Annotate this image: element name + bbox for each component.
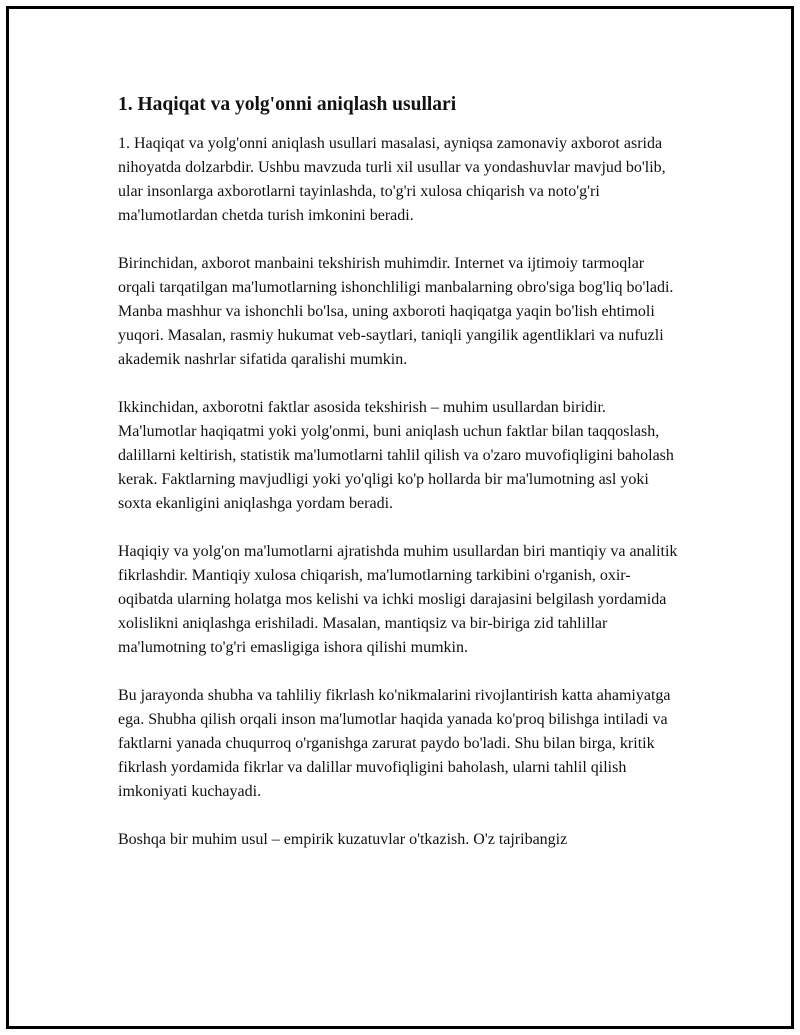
paragraph: 1. Haqiqat va yolg'onni aniqlash usullari masalasi, ayniqsa zamonaviy axborot asrida nihoyatda dolzarbdir. Ushbu mavzuda turli xil usullar va yondashuvlar mavjud bo'lib, ular insonlarga axborotlarni tayinlashda, to'g'ri xulosa chiqarish va noto'g'ri ma'lumotlardan chetda turish imkonini beradi. bbox=[118, 135, 666, 224]
paragraph: Ikkinchidan, axborotni faktlar asosida tekshirish – muhim usullardan biridir. Ma'lumotlar haqiqatmi yoki yolg'onmi, buni aniqlash uchun faktlar bilan taqqoslash, dalillarni keltirish, statistik ma'lumotlarni tahlil qilish va o'zaro muvofiqligini baholash kerak. Faktlarning mavjudligi yoki yo'qligi ko'p hollarda bir ma'lumotning asl yoki soxta ekanligini aniqlashga yordam beradi. bbox=[118, 399, 674, 512]
document-title: 1. Haqiqat va yolg'onni aniqlash usullari bbox=[118, 94, 457, 115]
paragraph: Haqiqiy va yolg'on ma'lumotlarni ajratishda muhim usullardan biri mantiqiy va analitik fikrlashdir. Mantiqiy xulosa chiqarish, ma'lumotlarning tarkibini o'rganish, oxir-oqibatda ularning holatga mos kelishi va ichki mosligi darajasini belgilash yordamida xolislikni aniqlashga erishiladi. Masalan, mantiqsiz va bir-biriga zid tahlillar ma'lumotning to'g'ri emasligiga ishora qilishi mumkin. bbox=[118, 543, 678, 656]
paragraph: Bu jarayonda shubha va tahliliy fikrlash ko'nikmalarini rivojlantirish katta ahamiyatga ega. Shubha qilish orqali inson ma'lumotlar haqida yanada ko'proq bilishga intiladi va faktlarni yanada chuqurroq o'rganishga zarurat paydo bo'ladi. Shu bilan birga, kritik fikrlash yordamida fikrlar va dalillar muvofiqligini baholash, ularni tahlil qilish imkoniyati kuchayadi. bbox=[118, 687, 671, 800]
paragraph: Boshqa bir muhim usul – empirik kuzatuvlar o'tkazish. O'z tajribangiz bbox=[118, 831, 568, 848]
paragraph: Birinchidan, axborot manbaini tekshirish muhimdir. Internet va ijtimoiy tarmoqlar orqali tarqatilgan ma'lumotlarning ishonchliligi manbalarning obro'siga bog'liq bo'ladi. Manba mashhur va ishonchli bo'lsa, uning axboroti haqiqatga yaqin bo'lish ehtimoli yuqori. Masalan, rasmiy hukumat veb-saytlari, taniqli yangilik agentliklari va nufuzli akademik nashrlar sifatida qaralishi mumkin. bbox=[118, 255, 674, 368]
document-body bbox=[118, 92, 684, 876]
